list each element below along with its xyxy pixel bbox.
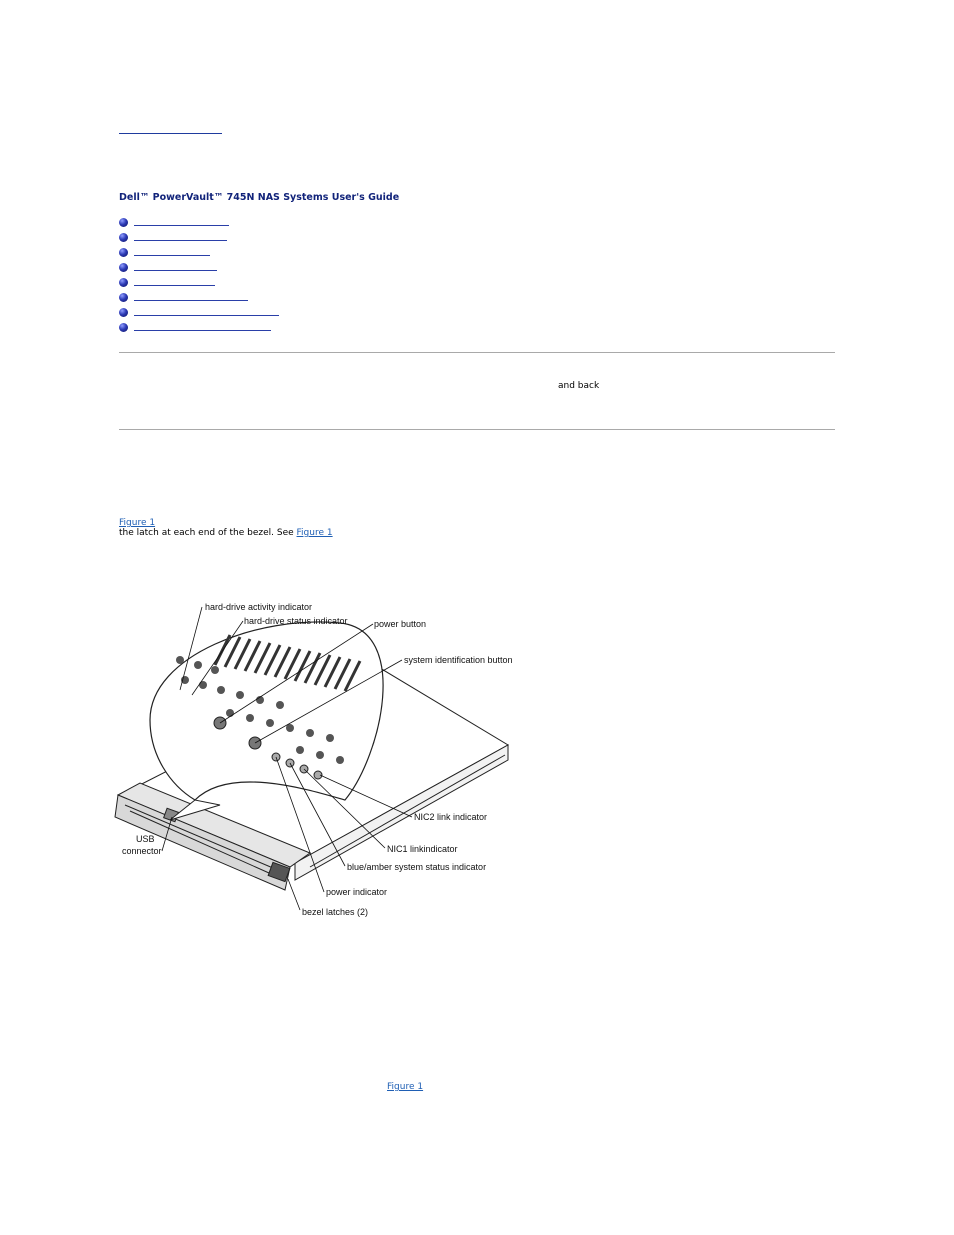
callout-bezel-latches: bezel latches (2) (302, 907, 369, 917)
bullet-icon (119, 263, 128, 272)
figure1-link[interactable]: Figure 1 (119, 518, 156, 528)
toc-link[interactable] (134, 285, 215, 286)
toc-item[interactable] (119, 231, 227, 243)
divider (119, 429, 835, 430)
toc-link[interactable] (134, 225, 229, 226)
top-link[interactable] (119, 124, 222, 134)
toc-link[interactable] (134, 300, 248, 301)
bullet-icon (119, 218, 128, 227)
toc-link[interactable] (134, 270, 217, 271)
figure1-link[interactable]: Figure 1 (387, 1082, 424, 1092)
callout-status: blue/amber system status indicator (347, 862, 487, 872)
bullet-icon (119, 293, 128, 302)
and-back-text: and back (558, 381, 600, 391)
bullet-icon (119, 248, 128, 257)
toc-link[interactable] (134, 255, 210, 256)
toc-item[interactable] (119, 321, 271, 333)
toc-link[interactable] (134, 315, 279, 316)
bullet-icon (119, 323, 128, 332)
callout-power-indicator: power indicator (326, 887, 388, 897)
toc-link[interactable] (134, 240, 227, 241)
callout-sysid-button: system identification button (404, 655, 513, 665)
toc-item[interactable] (119, 306, 279, 318)
toc-item[interactable] (119, 216, 229, 228)
callout-power-button: power button (374, 619, 427, 629)
front-panel-figure (110, 595, 520, 925)
latch-text: the latch at each end of the bezel. See (119, 528, 297, 538)
callout-usb: USB (136, 834, 155, 844)
callout-usb-connector: connector (122, 846, 162, 856)
toc-item[interactable] (119, 261, 217, 273)
bullet-icon (119, 233, 128, 242)
callout-nic2: NIC2 link indicator (414, 812, 488, 822)
latch-sentence (119, 528, 341, 538)
figure1-link[interactable]: Figure 1 (296, 528, 333, 538)
toc-item[interactable] (119, 291, 248, 303)
bullet-icon (119, 308, 128, 317)
toc-link[interactable] (134, 330, 271, 331)
callout-nic1: NIC1 linkindicator (387, 844, 458, 854)
toc-item[interactable] (119, 276, 215, 288)
bullet-icon (119, 278, 128, 287)
callout-hdd-status: hard-drive status indicator (244, 616, 348, 626)
toc-item[interactable] (119, 246, 210, 258)
divider (119, 352, 835, 353)
page-title: Dell™ PowerVault™ 745N NAS Systems User's Guide (119, 192, 400, 203)
callout-hdd-activity: hard-drive activity indicator (205, 602, 313, 612)
